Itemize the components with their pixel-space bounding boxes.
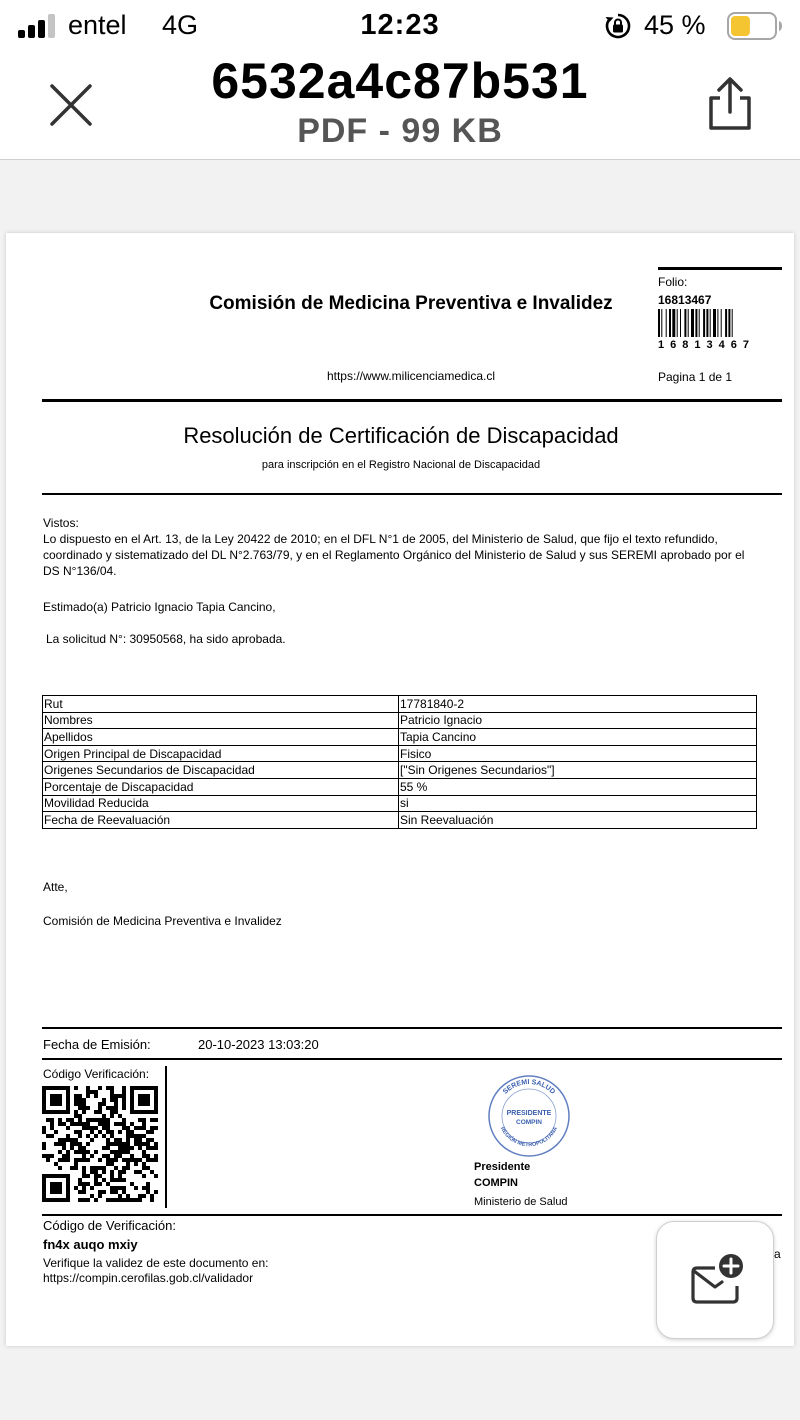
organization-url: https://www.milicenciamedica.cl [326,369,496,383]
emission-date-value: 20-10-2023 13:03:20 [198,1037,319,1052]
svg-text:COMPIN: COMPIN [516,1119,542,1126]
document-title: 6532a4c87b531 [211,53,589,109]
table-row [43,812,757,829]
verification-rule [42,1214,782,1216]
emission-top-rule [42,1027,782,1029]
vistos-paragraph [43,515,761,579]
organization-name: Comisión de Medicina Preventiva e Invalidez [209,293,613,314]
verification-code-label: Código Verificación: [43,1067,150,1081]
verification-code: fn4x auqo mxiy [43,1237,138,1252]
folio-label: Folio: [658,275,688,289]
table-cell-value: 55 % [399,778,757,795]
clock: 12:23 [360,9,440,41]
signer-entity: COMPIN [474,1177,518,1189]
table-cell-value: Fisico [399,745,757,762]
network-type: 4G [162,10,199,40]
table-cell-label: Fecha de Reevaluación [43,812,399,829]
emission-bottom-rule [42,1058,782,1060]
battery-icon [727,12,783,40]
barcode-image [658,309,780,337]
svg-text:SEREMI SALUD: SEREMI SALUD [501,1078,557,1096]
validator-url: https://compin.cerofilas.gob.cl/validador [43,1271,254,1285]
pdf-page[interactable] [6,233,794,1346]
share-icon[interactable] [700,74,760,134]
resolution-title: Resolución de Certificación de Discapacidad [183,423,619,448]
document-header [0,52,800,160]
barcode-digits: 16813467 [658,339,755,351]
closing: Atte, [43,880,68,894]
title-rule [42,493,782,495]
svg-text:PRESIDENTE: PRESIDENTE [506,1110,552,1117]
table-row [43,745,757,762]
verification-code-label-2: Código de Verificación: [43,1218,176,1233]
request-status: La solicitud N°: 30950568, ha sido aprobada. [46,632,286,646]
table-cell-value: Patricio Ignacio [399,712,757,729]
qr-code-image [42,1086,158,1202]
signature-organization: Comisión de Medicina Preventiva e Invalidez [43,914,282,928]
table-row [43,778,757,795]
table-cell-label: Porcentaje de Discapacidad [43,778,399,795]
svg-text:REGIÓN METROPOLITANA: REGIÓN METROPOLITANA [498,1125,560,1149]
signer-title: Presidente [474,1161,531,1173]
table-cell-label: Apellidos [43,729,399,746]
compose-mail-button[interactable] [656,1221,774,1339]
table-cell-value: ["Sin Origenes Secundarios"] [399,762,757,779]
partial-text: a [774,1247,781,1261]
table-cell-value: Tapia Cancino [399,729,757,746]
signer-ministry: Ministerio de Salud [474,1196,568,1208]
qr-divider [165,1066,167,1208]
carrier-name: entel [68,10,127,40]
table-row [43,795,757,812]
header-rule [42,399,782,402]
verification-instructions: Verifique la validez de este documento en: [43,1256,269,1270]
table-cell-value: Sin Reevaluación [399,812,757,829]
table-cell-label: Movilidad Reducida [43,795,399,812]
table-cell-value: si [399,795,757,812]
compose-mail-icon [689,1252,745,1308]
compin-seal-stamp [484,1071,574,1161]
table-row [43,712,757,729]
greeting: Estimado(a) Patricio Ignacio Tapia Cancino, [43,600,276,614]
vistos-text: Lo dispuesto en el Art. 13, de la Ley 20422 de 2010; en el DFL N°1 de 2005, del Ministerio de Salud, que fijo el texto refundido, coordinado y sistematizado del DL N°2.763/79, y en el Reglamento Orgánico del Ministerio de Salud y sus SEREMI aprobado por el DS N°136/04. [43,532,745,578]
folio-top-rule [658,267,782,270]
emission-date-label: Fecha de Emisión: [43,1037,151,1052]
table-row [43,762,757,779]
table-cell-label: Nombres [43,712,399,729]
battery-percent: 45 % [644,10,706,40]
table-cell-label: Rut [43,696,399,713]
table-cell-value: 17781840-2 [399,696,757,713]
resolution-subtitle: para inscripción en el Registro Nacional de Discapacidad [261,459,541,471]
vistos-label: Vistos: [43,516,79,530]
table-cell-label: Origenes Secundarios de Discapacidad [43,762,399,779]
document-file-info: PDF - 99 KB [297,112,503,150]
table-row [43,696,757,713]
folio-number: 16813467 [658,293,712,307]
table-cell-label: Origen Principal de Discapacidad [43,745,399,762]
disability-data-table [42,695,757,829]
status-bar [0,0,800,52]
page-indicator: Pagina 1 de 1 [658,370,733,384]
rotation-lock-icon [604,12,632,40]
table-row [43,729,757,746]
